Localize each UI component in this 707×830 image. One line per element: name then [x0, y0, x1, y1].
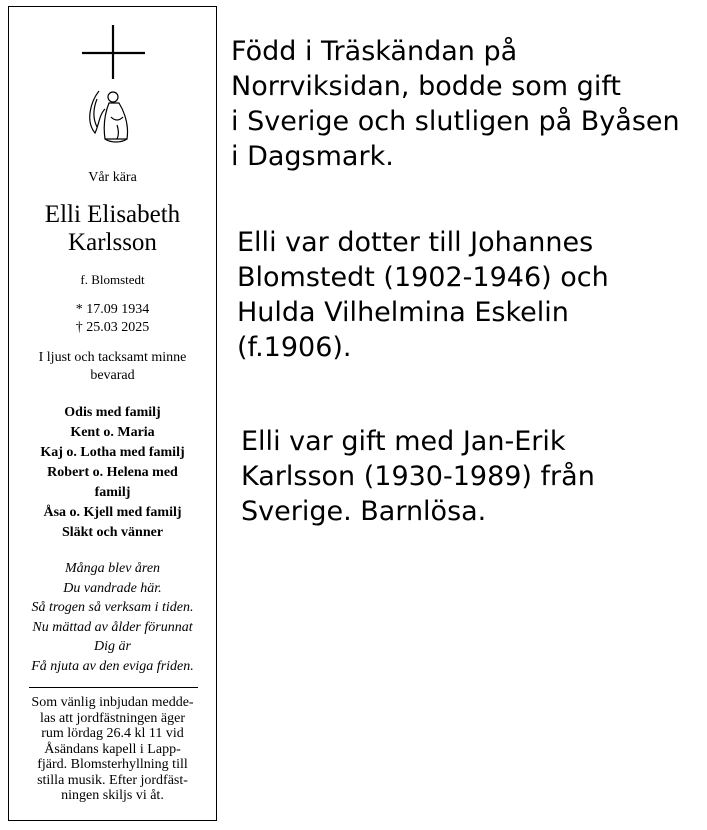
funeral-info-line: Som vänlig inbjudan medde- [31, 695, 194, 710]
bio-line: Elli var dotter till Johannes [237, 227, 594, 258]
funeral-info-line: stilla musik. Efter jordfäst- [37, 772, 188, 788]
memory-text: I ljust och tacksamt minne [38, 350, 187, 365]
mourner-entry: Släkt och vänner [61, 525, 164, 540]
bio-line: (f.1906). [237, 332, 352, 363]
memory-text: bevarad [90, 368, 135, 383]
bio-paragraph-parents [237, 225, 609, 365]
mourner-entry: Kent o. Maria [70, 425, 155, 440]
mourner-entry: Odis med familj [64, 405, 161, 420]
cross-angel-icon [69, 21, 159, 147]
funeral-info-line: ningen skiljs vi åt. [61, 788, 164, 803]
birth-date: * 17.09 1934 [75, 302, 150, 317]
divider-line [29, 687, 198, 688]
poem-line: Dig är [94, 639, 131, 654]
funeral-info-line: Åsändans kapell i Lapp- [44, 741, 181, 757]
mourner-entry: familj [94, 485, 131, 500]
funeral-info-line: rum lördag 26.4 kl 11 vid [41, 726, 184, 741]
bio-line: i Sverige och slutligen på Byåsen [231, 106, 680, 137]
funeral-info-line: fjärd. Blomsterhyllning till [37, 757, 188, 772]
death-notice [8, 6, 217, 821]
mourner-entry: Robert o. Helena med [47, 465, 178, 480]
deceased-name [9, 201, 216, 257]
memory-line [9, 349, 216, 385]
bio-paragraph-marriage [241, 424, 595, 529]
deceased-name-line: Karlsson [68, 229, 157, 256]
life-dates [9, 301, 216, 337]
poem-line: Nu mättad av ålder förunnat [32, 619, 193, 635]
bio-line: Karlsson (1930-1989) från [241, 461, 595, 492]
funeral-info [9, 695, 216, 804]
bio-line: Norrviksidan, bodde som gift [231, 71, 621, 102]
poem-line: Få njuta av den eviga friden. [31, 658, 194, 674]
poem-line: Du vandrade här. [63, 580, 162, 596]
bio-line: Hulda Vilhelmina Eskelin [237, 297, 569, 328]
mourners-list [9, 403, 216, 543]
poem-line: Många blev åren [64, 561, 161, 576]
poem-line: Så trogen så verksam i tiden. [31, 600, 194, 615]
bio-line: i Dagsmark. [231, 141, 394, 172]
bio-paragraph-birthplace [231, 34, 680, 174]
bio-line: Elli var gift med Jan-Erik [241, 426, 566, 457]
death-date: † 25.03 2025 [75, 320, 150, 335]
mourner-entry: Kaj o. Lotha med familj [40, 445, 185, 460]
maiden-name: f. Blomstedt [80, 272, 145, 287]
deceased-name-line: Elli Elisabeth [44, 201, 181, 228]
notice-intro: Vår kära [88, 170, 137, 185]
memorial-poem [9, 559, 216, 676]
bio-line: Född i Träskändan på [231, 36, 518, 67]
bio-line: Blomstedt (1902-1946) och [237, 262, 609, 293]
bio-line: Sverige. Barnlösa. [241, 496, 487, 527]
funeral-info-line: las att jordfästningen äger [39, 710, 185, 726]
mourner-entry: Åsa o. Kjell med familj [43, 505, 182, 520]
